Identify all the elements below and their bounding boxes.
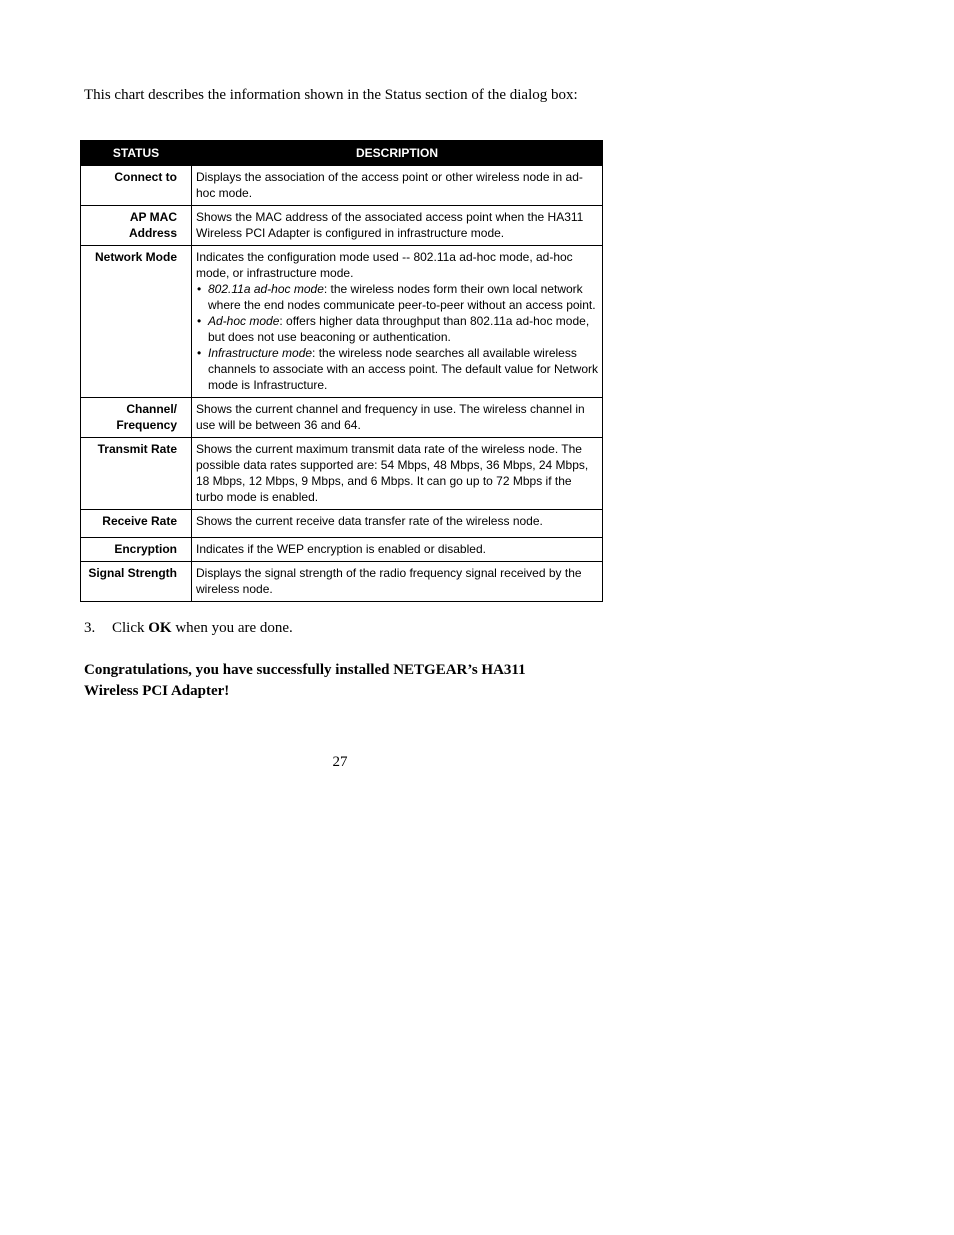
description-cell: Displays the signal strength of the radio frequency signal received by the wireless node. — [192, 562, 603, 602]
step-ok-label: OK — [148, 620, 172, 636]
description-text: Indicates the configuration mode used -- 802.11a ad-hoc mode, ad-hoc mode, or infrastructure mode. — [196, 250, 573, 280]
table-row — [81, 166, 603, 206]
description-cell: Shows the current maximum transmit data rate of the wireless node. The possible data rates supported are: 54 Mbps, 48 Mbps, 36 Mbps, 24 Mbps, 18 Mbps, 12 Mbps, 9 Mbps, and 6 Mbps. It can go up to 72 Mbps if the turbo mode is enabled. — [192, 438, 603, 510]
bullet-icon: • — [197, 282, 202, 296]
bullet-term: Ad-hoc mode — [208, 314, 280, 328]
bullet-icon: • — [197, 314, 202, 328]
bullet-icon: • — [197, 346, 202, 360]
bullet-text: : the wireless nodes form their own local network where the end nodes communicate peer-to-peer without an access point. — [208, 282, 596, 312]
intro-paragraph: This chart describes the information shown in the Status section of the dialog box: — [84, 87, 578, 103]
description-cell: Indicates if the WEP encryption is enabled or disabled. — [192, 538, 603, 562]
table-row — [81, 206, 603, 246]
bullet-item — [196, 345, 598, 393]
status-cell: Connect to — [81, 166, 192, 206]
status-cell: Transmit Rate — [81, 438, 192, 510]
page-number: 27 — [332, 754, 348, 770]
description-cell: Shows the current channel and frequency in use. The wireless channel in use will be between 36 and 64. — [192, 398, 603, 438]
status-column-header: STATUS — [81, 141, 192, 166]
status-cell: Channel/ Frequency — [81, 398, 192, 438]
bullet-term: 802.11a ad-hoc mode — [208, 282, 324, 296]
status-cell: Encryption — [81, 538, 192, 562]
step-item — [84, 618, 293, 638]
table-row — [81, 562, 603, 602]
description-cell: Shows the MAC address of the associated access point when the HA311 Wireless PCI Adapter is configured in infrastructure mode. — [192, 206, 603, 246]
table-row — [81, 538, 603, 562]
status-cell: Signal Strength — [81, 562, 192, 602]
status-cell: Network Mode — [81, 246, 192, 398]
table-row — [81, 246, 603, 398]
description-cell: Displays the association of the access point or other wireless node in ad-hoc mode. — [192, 166, 603, 206]
status-cell: Receive Rate — [81, 510, 192, 538]
step-text-suffix: when you are done. — [171, 620, 293, 636]
table-row — [81, 398, 603, 438]
description-cell: Shows the current receive data transfer rate of the wireless node. — [192, 510, 603, 538]
congratulations-message: Congratulations, you have successfully installed NETGEAR’s HA311 Wireless PCI Adapter! — [84, 662, 526, 699]
bullet-term: Infrastructure mode — [208, 346, 313, 360]
description-cell — [192, 246, 603, 398]
bullet-text: : offers higher data throughput than 802.11a ad-hoc mode, but does not use beaconing or authentication. — [208, 314, 590, 344]
step-number: 3. — [84, 620, 96, 636]
table-row — [81, 438, 603, 510]
bullet-text: : the wireless node searches all available wireless channels to associate with an access point. The default value for Network mode is Infrastructure. — [208, 346, 598, 392]
status-cell: AP MAC Address — [81, 206, 192, 246]
bullet-item — [196, 281, 598, 313]
table-row — [81, 510, 603, 538]
status-table — [80, 140, 603, 602]
step-text-prefix: Click — [112, 620, 149, 636]
bullet-item — [196, 313, 598, 345]
table-header-row — [81, 141, 603, 166]
description-column-header: DESCRIPTION — [192, 141, 603, 166]
